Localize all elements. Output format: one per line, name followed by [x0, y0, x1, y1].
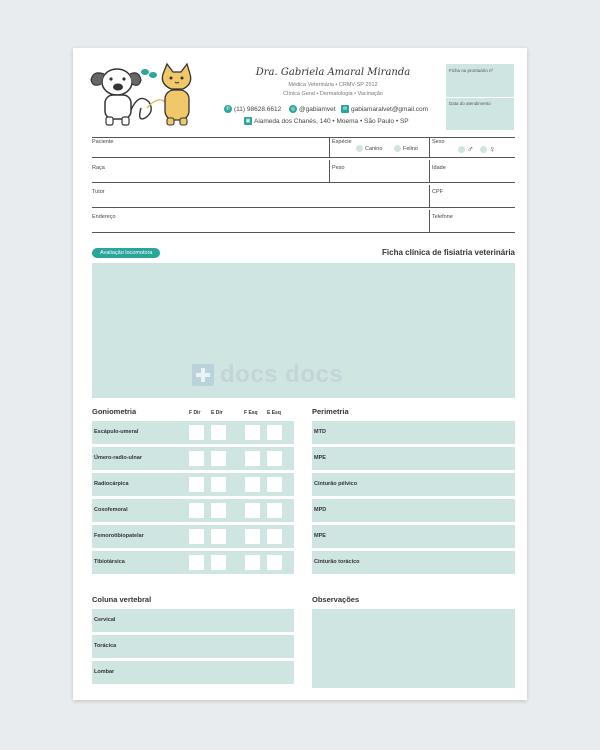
goniometry-row-label: Femorotibiopatelar — [94, 533, 144, 539]
goniometry-cell-e-esq[interactable] — [267, 529, 282, 544]
goniometry-row-label: Tibiotársica — [94, 559, 125, 565]
perimetry-row-label: MTD — [314, 429, 326, 435]
species-option-canine[interactable] — [356, 145, 382, 152]
address-row-line[interactable] — [92, 232, 515, 233]
perimetry-row[interactable] — [312, 473, 515, 496]
field-divider — [429, 160, 430, 182]
address-text: Alameda dos Chanés, 140 • Moema • São Paulo • SP — [254, 117, 409, 125]
goniometry-cell-e-dir[interactable] — [211, 503, 226, 518]
canine-radio[interactable] — [356, 145, 363, 152]
cpf-label: CPF — [432, 189, 443, 195]
perimetry-row[interactable] — [312, 447, 515, 470]
infobox-divider — [446, 97, 514, 98]
goniometry-col-e-dir: E Dir — [211, 410, 223, 416]
goniometry-cell-e-dir[interactable] — [211, 451, 226, 466]
goniometry-cell-f-dir[interactable] — [189, 477, 204, 492]
birds-illustration — [141, 69, 157, 78]
goniometry-row — [92, 525, 294, 548]
observations-area[interactable] — [312, 609, 515, 688]
goniometry-cell-e-dir[interactable] — [211, 477, 226, 492]
phone-text: (11) 98628.6612 — [234, 105, 282, 113]
owner-label: Tutor — [92, 189, 105, 195]
goniometry-cell-e-dir[interactable] — [211, 529, 226, 544]
goniometry-row — [92, 447, 294, 470]
goniometry-cell-f-dir[interactable] — [189, 425, 204, 440]
breed-label: Raça — [92, 165, 105, 171]
spine-row[interactable] — [92, 635, 294, 658]
spine-row[interactable] — [92, 609, 294, 632]
sex-label: Sexo — [432, 139, 445, 145]
perimetry-row[interactable] — [312, 421, 515, 444]
feline-radio[interactable] — [394, 145, 401, 152]
feline-label: Felino — [403, 145, 418, 152]
male-radio[interactable] — [458, 146, 465, 153]
goniometry-cell-f-esq[interactable] — [245, 477, 260, 492]
whatsapp-icon: ✆ — [225, 106, 231, 112]
sex-option-male[interactable] — [458, 144, 474, 154]
female-radio[interactable] — [480, 146, 487, 153]
breed-row-line[interactable] — [92, 182, 515, 183]
goniometry-row-label: Escápulo-umeral — [94, 429, 139, 435]
building-icon: ▣ — [245, 118, 251, 124]
contact-email — [341, 105, 428, 113]
record-info-box — [446, 64, 514, 130]
canine-label: Canino — [365, 145, 383, 152]
goniometry-row-label: Radiocárpica — [94, 481, 129, 487]
spine-row-label: Cervical — [94, 617, 116, 623]
field-divider — [329, 160, 330, 182]
goniometry-row-label: Coxofemoral — [94, 507, 128, 513]
field-divider — [429, 210, 430, 232]
goniometry-col-f-dir: F Dir — [189, 410, 201, 416]
goniometry-cell-f-dir[interactable] — [189, 451, 204, 466]
patient-row-line[interactable] — [92, 157, 515, 158]
weight-label: Peso — [332, 165, 345, 171]
cat-illustration — [162, 64, 190, 125]
age-label: Idade — [432, 165, 446, 171]
goniometry-cell-e-esq[interactable] — [267, 425, 282, 440]
field-divider — [429, 185, 430, 207]
goniometry-cell-e-esq[interactable] — [267, 555, 282, 570]
spine-row-label: Lombar — [94, 669, 115, 675]
contact-phone — [224, 105, 281, 113]
goniometry-cell-e-dir[interactable] — [211, 555, 226, 570]
goniometry-cell-f-esq[interactable] — [245, 503, 260, 518]
male-icon: ♂ — [467, 144, 474, 154]
contact-social — [289, 105, 336, 113]
field-divider — [429, 137, 430, 157]
perimetry-title: Perimetria — [312, 407, 349, 416]
doctor-specialties: Clínica Geral • Dermatologia • Vacinação — [283, 91, 383, 97]
doctor-name: Dra. Gabriela Amaral Miranda — [255, 67, 411, 78]
email-text: gabiamaralvet@gmail.com — [351, 105, 429, 113]
field-divider — [329, 137, 330, 157]
perimetry-row[interactable] — [312, 499, 515, 522]
goniometry-cell-e-esq[interactable] — [267, 451, 282, 466]
owner-row-line[interactable] — [92, 207, 515, 208]
goniometry-cell-e-dir[interactable] — [211, 425, 226, 440]
address-label: Endereço — [92, 214, 116, 220]
female-icon: ♀ — [489, 144, 496, 154]
goniometry-cell-f-esq[interactable] — [245, 529, 260, 544]
locomotor-assessment-badge: Avaliação locomotora — [92, 248, 160, 258]
contact-address — [244, 117, 409, 125]
social-text: @gabiamvet — [299, 105, 336, 113]
goniometry-cell-f-dir[interactable] — [189, 503, 204, 518]
goniometry-row — [92, 421, 294, 444]
goniometry-cell-e-esq[interactable] — [267, 477, 282, 492]
record-number-label: Ficha ou prontuário nº — [449, 68, 494, 73]
perimetry-row-label: MPE — [314, 455, 326, 461]
plus-icon — [192, 364, 214, 386]
goniometry-cell-f-esq[interactable] — [245, 425, 260, 440]
spine-title: Coluna vertebral — [92, 595, 152, 604]
goniometry-row — [92, 473, 294, 496]
perimetry-row[interactable] — [312, 525, 515, 548]
species-option-feline[interactable] — [394, 145, 418, 152]
goniometry-col-e-esq: E Esq — [267, 410, 281, 416]
phone-label: Telefone — [432, 214, 453, 220]
goniometry-cell-f-esq[interactable] — [245, 555, 260, 570]
perimetry-row-label: MPE — [314, 533, 326, 539]
goniometry-row-label: Úmero-radio-ulnar — [94, 455, 142, 461]
dog-cat-logo — [87, 62, 197, 132]
spine-row[interactable] — [92, 661, 294, 684]
goniometry-row — [92, 499, 294, 522]
goniometry-title: Goniometria — [92, 407, 137, 416]
perimetry-row-label: Cinturão torácico — [314, 559, 360, 565]
doctor-title: Médica Veterinária • CRMV-SP 2512 — [288, 82, 378, 88]
sex-option-female[interactable] — [480, 144, 496, 154]
watermark — [192, 361, 343, 389]
observations-title: Observações — [312, 595, 360, 604]
goniometry-col-f-esq: F Esq — [244, 410, 258, 416]
perimetry-row-label: Cinturão pélvico — [314, 481, 358, 487]
envelope-icon: ✉ — [342, 106, 348, 112]
perimetry-row-label: MPD — [314, 507, 327, 513]
field-top-line — [92, 137, 515, 138]
watermark-text: docs docs — [220, 361, 344, 388]
goniometry-cell-f-esq[interactable] — [245, 451, 260, 466]
goniometry-row — [92, 551, 294, 574]
spine-row-label: Torácica — [94, 643, 117, 649]
patient-label: Paciente — [92, 139, 114, 145]
dog-illustration — [91, 69, 141, 125]
goniometry-cell-f-dir[interactable] — [189, 555, 204, 570]
goniometry-cell-e-esq[interactable] — [267, 503, 282, 518]
species-label: Espécie — [332, 139, 352, 145]
form-title: Ficha clínica de fisiatria veterinária — [382, 248, 515, 257]
visit-date-label: Data do atendimento — [449, 101, 491, 106]
goniometry-cell-f-dir[interactable] — [189, 529, 204, 544]
instagram-icon: ◎ — [290, 106, 296, 112]
perimetry-row[interactable] — [312, 551, 515, 574]
